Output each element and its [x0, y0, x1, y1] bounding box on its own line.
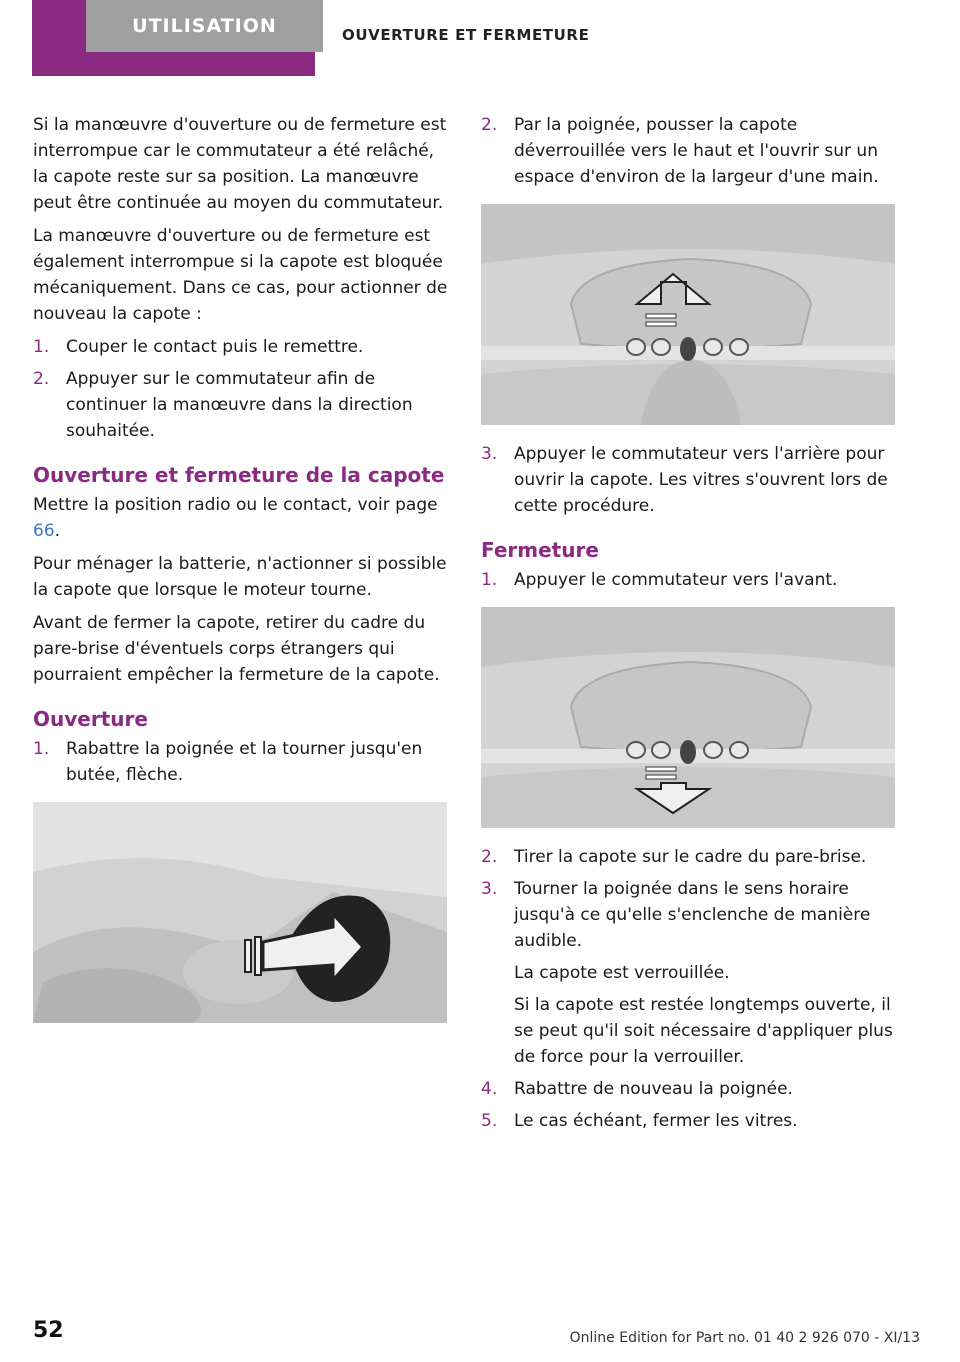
- list-item: [481, 567, 897, 593]
- list-number: 1.: [33, 337, 50, 357]
- paragraph: Si la manœuvre d'ouverture ou de fermeture est interrompue car le commutateur a été relâché, la capote reste sur sa position. La manœuvre peut être continuée au moyen du commutateur.: [33, 115, 447, 213]
- list-number: 1.: [481, 570, 498, 590]
- paragraph-text: Mettre la position radio ou le contact, voir page: [33, 495, 438, 515]
- list-item-text: Rabattre de nouveau la poignée.: [514, 1079, 793, 1099]
- list-item: [481, 1076, 897, 1102]
- list-item: [481, 1108, 897, 1134]
- list-item: [33, 334, 449, 360]
- list-sub-paragraph: Si la capote est restée longtemps ouverte, il se peut qu'il soit nécessaire d'appliquer plus de force pour la verrouiller.: [514, 995, 893, 1067]
- figure-push-roof-up: [481, 204, 895, 425]
- list-item: [33, 736, 449, 788]
- header-section-tab: [32, 0, 315, 76]
- list-number: 2.: [481, 847, 498, 867]
- numbered-list: [481, 844, 897, 1134]
- page-link[interactable]: 66: [33, 521, 55, 541]
- page-number: 52: [33, 1318, 64, 1343]
- list-number: 5.: [481, 1111, 498, 1131]
- list-number: 2.: [481, 115, 498, 135]
- right-column: [481, 112, 897, 1141]
- list-item-text: Appuyer sur le commutateur afin de continuer la manœuvre dans la direction souhaitée.: [66, 369, 413, 441]
- paragraph: Avant de fermer la capote, retirer du cadre du pare-brise d'éventuels corps étrangers qui pourraient empêcher la fermeture de la capote.: [33, 613, 440, 685]
- list-item-text: Tirer la capote sur le cadre du pare-brise.: [514, 847, 867, 867]
- section-heading: Fermeture: [481, 538, 599, 562]
- list-number: 1.: [33, 739, 50, 759]
- list-item: [33, 366, 449, 444]
- list-number: 3.: [481, 444, 498, 464]
- section-heading: Ouverture: [33, 707, 148, 731]
- list-number: 2.: [33, 369, 50, 389]
- header-section-label: UTILISATION: [86, 0, 323, 52]
- list-item: [481, 441, 897, 519]
- list-number: 3.: [481, 879, 498, 899]
- list-item: [481, 876, 897, 1070]
- edition-footer: Online Edition for Part no. 01 40 2 926 070 - XI/13: [569, 1330, 920, 1346]
- paragraph: Pour ménager la batterie, n'actionner si possible la capote que lorsque le moteur tourne.: [33, 554, 447, 600]
- figure-switch-forward: [481, 607, 895, 828]
- left-column: [33, 112, 449, 1039]
- list-item-text: Appuyer le commutateur vers l'avant.: [514, 570, 838, 590]
- list-sub-paragraph: La capote est verrouillée.: [514, 963, 730, 983]
- paragraph-end: .: [54, 521, 61, 541]
- numbered-list: [481, 441, 897, 519]
- list-item-text: Couper le contact puis le remettre.: [66, 337, 364, 357]
- section-heading: Ouverture et fermeture de la capote: [33, 463, 445, 487]
- list-item: [481, 844, 897, 870]
- paragraph: La manœuvre d'ouverture ou de fermeture est également interrompue si la capote est bloquée mécaniquement. Dans ce cas, pour actionner de nouveau la capote :: [33, 226, 448, 324]
- numbered-list: [481, 112, 897, 190]
- figure-handle-rotation: [33, 802, 447, 1023]
- paragraph: [33, 492, 449, 544]
- list-item: [481, 112, 897, 190]
- list-item-text: Tourner la poignée dans le sens horaire jusqu'à ce qu'elle s'enclenche de manière audible.: [514, 879, 871, 951]
- header-subtitle: OUVERTURE ET FERMETURE: [342, 26, 590, 44]
- list-item-text: Le cas échéant, fermer les vitres.: [514, 1111, 798, 1131]
- numbered-list: [33, 334, 449, 444]
- list-item-text: Appuyer le commutateur vers l'arrière pour ouvrir la capote. Les vitres s'ouvrent lors de cette procédure.: [514, 444, 888, 516]
- numbered-list: [33, 736, 449, 788]
- list-number: 4.: [481, 1079, 498, 1099]
- list-item-text: Par la poignée, pousser la capote déverrouillée vers le haut et l'ouvrir sur un espace d'environ de la largeur d'une main.: [514, 115, 879, 187]
- list-item-text: Rabattre la poignée et la tourner jusqu'en butée, flèche.: [66, 739, 423, 785]
- numbered-list: [481, 567, 897, 593]
